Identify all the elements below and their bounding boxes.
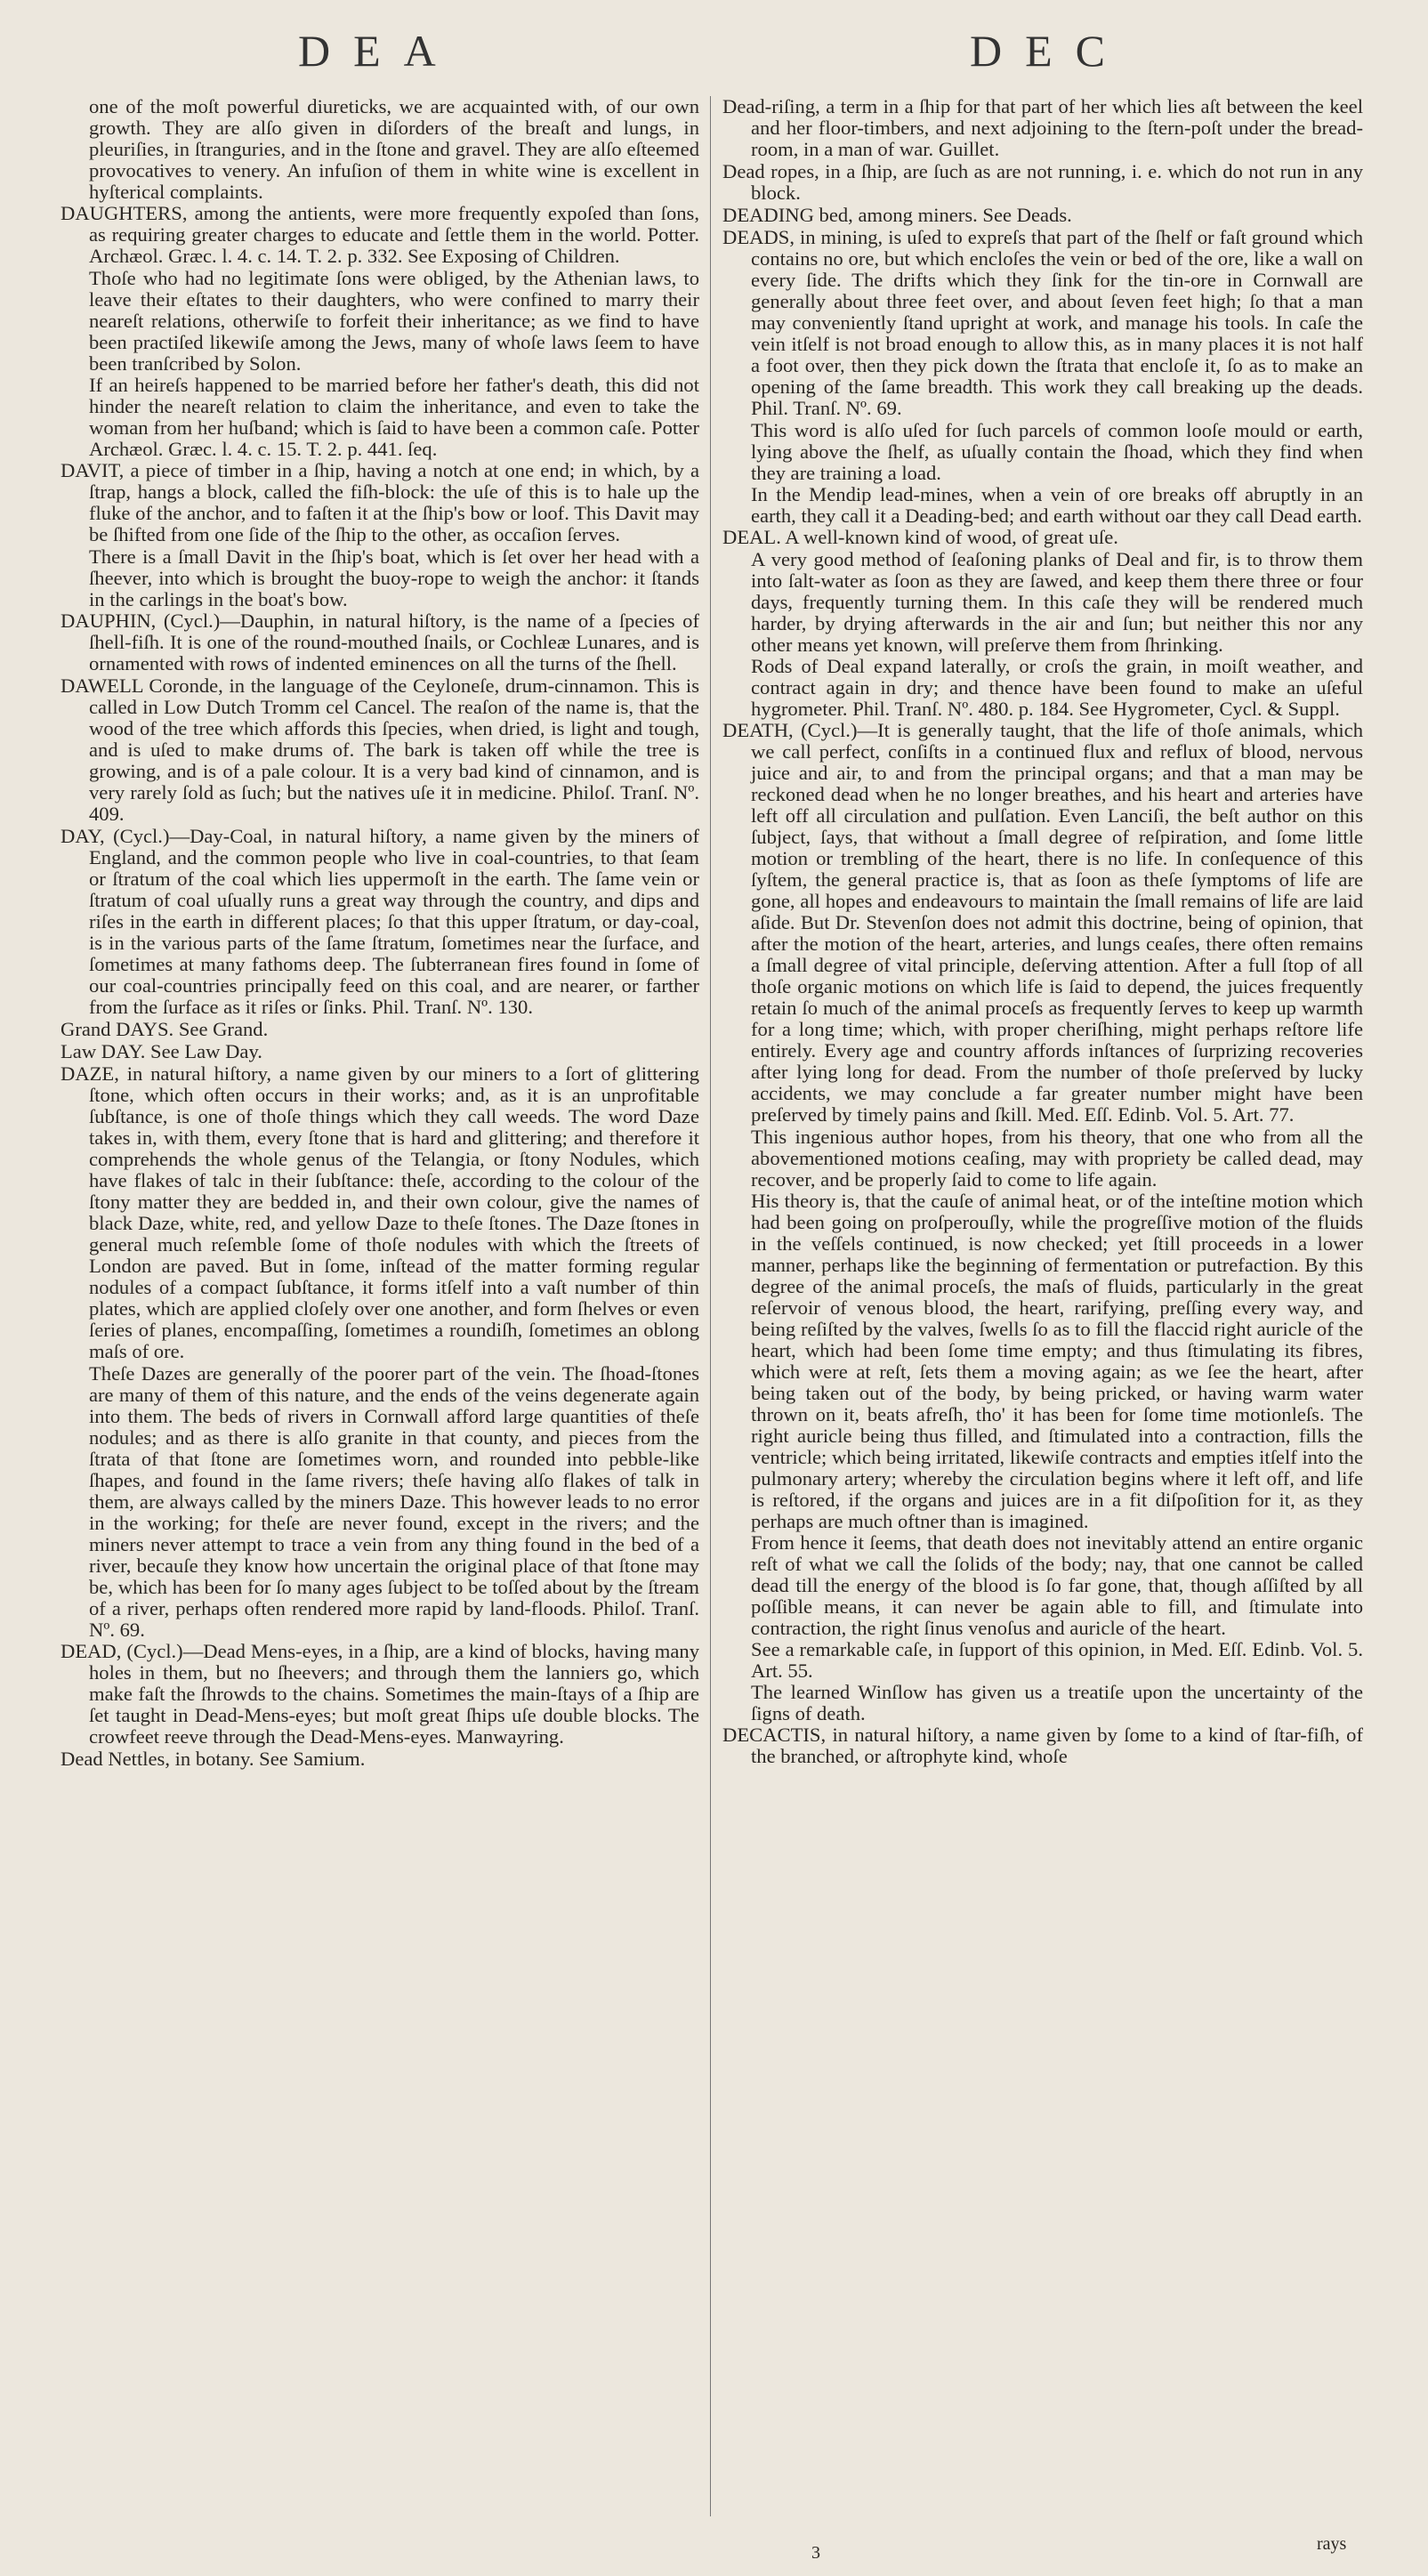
column-rule [710,96,711,2516]
dictionary-entry: DAUPHIN, (Cycl.)—Dauphin, in natural hiſtory, is the name of a ſpecies of ſhell-fiſh. It is one of the round-mouthed ſnails, or Cochleæ Lunares, and is ornamented with rows of indented eminences on all the turns of the ſhell. [61,610,699,674]
entry-paragraph: See a remarkable caſe, in ſupport of this opinion, in Med. Eſſ. Edinb. Vol. 5. Art. 55. [751,1638,1363,1682]
dictionary-entry: DAUGHTERS, among the antients, were more frequently expoſed than ſons, as requiring greater charges to educate and ſettle them in the world. Potter. Archæol. Græc. l. 4. c. 14. T. 2. p. 332. See Exposing of Children. [61,202,699,267]
running-head-left: DEA [298,26,459,76]
dictionary-entry: DAY, (Cycl.)—Day-Coal, in natural hiſtory, a name given by the miners of England, and the common people who live in coal-countries, to that ſeam or ſtratum of the coal which lies uppermoſt in the earth. The ſame vein or ſtratum of coal uſually runs a great way through the country, and dips and riſes in the earth in different places; ſo that this upper ſtratum, or day-coal, is in the various parts of the ſame ſtratum, ſometimes near the ſurface, and ſometimes at many fathoms deep. The ſubterranean fires found in ſome of our coal-countries principally feed on this coal, and are nearer, or farther from the ſurface as it riſes or ſinks. Phil. Tranſ. Nº. 130. [61,825,699,1018]
right-column [722,96,1363,2516]
entry-paragraph: Thoſe who had no legitimate ſons were obliged, by the Athenian laws, to leave their eſtates to their daughters, who were confined to marry their neareſt relations, otherwiſe to forfeit their inheritance; as we find to have been practiſed likewiſe among the Jews, many of whoſe laws ſeem to have been tranſcribed by Solon. [89,267,699,375]
entry-paragraph: From hence it ſeems, that death does not inevitably attend an entire organic reſt of what we call the ſolids of the body; nay, that one cannot be called dead till the energy of the blood is ſo far gone, that, though aſſiſted by all poſſible means, it can never be again able to fill, and ſtimulate into contraction, the right ſinus venoſus and auricle of the heart. [751,1531,1363,1639]
left-column [61,96,699,2516]
dictionary-entry: Dead ropes, in a ſhip, are ſuch as are not running, i. e. which do not run in any block. [722,160,1363,204]
dictionary-entry: DEATH, (Cycl.)—It is generally taught, that the life of thoſe animals, which we call perfect, conſiſts in a continued flux and reflux of blood, nervous juice and air, to and from the principal organs; and that a man may be reckoned dead when he no longer breathes, and his heart and arteries have left off all circulation and pulſation. Even Lanciſi, the beſt author on this ſubject, ſays, that without a ſmall degree of reſpiration, and ſome little motion or trembling of the heart, there is no life. In conſequence of this ſyſtem, the general practice is, that as ſoon as theſe ſymptoms of life are gone, all hopes and endeavours to maintain the ſmall remains of life are laid aſide. But Dr. Stevenſon does not admit this doctrine, being of opinion, that after the motion of the heart, arteries, and lungs ceaſes, there often remains a ſmall degree of vital principle, deſerving attention. After a full ſtop of all thoſe organic motions on which life is ſaid to depend, the juices frequently retain ſo much of the animal proceſs as frequently ſerves to keep up warmth for a long time; which, with proper cheriſhing, might perhaps reſtore life entirely. Every age and country affords inſtances of ſurprizing recoveries after lying long for dead. From the number of thoſe preſerved by lucky accidents, we may conclude a far greater number might have been preſerved by timely pains and ſkill. Med. Eſſ. Edinb. Vol. 5. Art. 77. [722,719,1363,1126]
dictionary-entry: DEAD, (Cycl.)—Dead Mens-eyes, in a ſhip, are a kind of blocks, having many holes in them, but no ſheevers; and through them the lanniers go, which make faſt the ſhrowds to the chains. Sometimes the main-ſtays of a ſhip are ſet taught in Dead-Mens-eyes; but moſt great ſhips uſe double blocks. The crowfeet reeve through the Dead-Mens-eyes. Manwayring. [61,1640,699,1748]
dictionary-entry: DECACTIS, in natural hiſtory, a name given by ſome to a kind of ſtar-fiſh, of the branched, or aſtrophyte kind, whoſe [722,1724,1363,1767]
dictionary-entry: DAVIT, a piece of timber in a ſhip, having a notch at one end; in which, by a ſtrap, hangs a block, called the fiſh-block: the uſe of this is to hale up the fluke of the anchor, and to faſten it at the ſhip's bow or loof. This Davit may be ſhifted from one ſide of the ſhip to the other, as occaſion ſerves. [61,459,699,545]
dictionary-entry: DEADING bed, among miners. See Deads. [722,204,1072,226]
page-number: 3 [811,2543,820,2563]
entry-paragraph: A very good method of ſeaſoning planks of Deal and fir, is to throw them into ſalt-water as ſoon as they are ſawed, and keep them there three or four days, frequently turning them. In this caſe they will be rendered much harder, by drying afterwards in the air and ſun; but neither this nor any other means yet known, will preſerve them from ſhrinking. [751,548,1363,656]
dictionary-entry: DEADS, in mining, is uſed to expreſs that part of the ſhelf or faſt ground which contains no ore, but which encloſes the vein or bed of the ore, like a wall on every ſide. The drifts which they ſink for the tin-ore in Cornwall are generally about three feet over, and about ſeven feet high; ſo that a man may conveniently ſtand upright at work, and manage his tools. In caſe the vein itſelf is not broad enough to allow this, as in many places it is not half a foot over, then they pick down the ſtrata that encloſe it, ſo as to make an opening of the ſame breadth. This work they call breaking up the deads. Phil. Tranſ. Nº. 69. [722,226,1363,419]
entry-paragraph: This word is alſo uſed for ſuch parcels of common looſe mould or earth, lying above the ſhelf, as uſually contain the ſhoad, which they find when they are training a load. [751,419,1363,484]
dictionary-entry: DAWELL Coronde, in the language of the Ceyloneſe, drum-cinnamon. This is called in Low Dutch Tromm cel Cancel. The reaſon of the name is, that the wood of the tree which affords this ſpecies, when dried, is light and tough, and is uſed to make drums of. The bark is taken off while the tree is growing, and is of a pale colour. It is a very bad kind of cinnamon, and is very rarely ſold as ſuch; but the natives uſe it in medicine. Philoſ. Tranſ. Nº. 409. [61,674,699,825]
dictionary-entry: DAZE, in natural hiſtory, a name given by our miners to a ſort of glittering ſtone, which often occurs in their works; and, as it is an unprofitable ſubſtance, is one of thoſe things which they call weeds. The word Daze takes in, with them, every ſtone that is hard and glittering; and therefore it comprehends the whole genus of the Telangia, or ſtony Nodules, which have flakes of talc in their ſubſtance: theſe, according to the colour of the ſtony matter they are bedded in, and their own colour, give the names of black Daze, white, red, and yellow Daze to theſe ſtones. The Daze ſtones in general much reſemble ſome of thoſe nodules with which the ſtreets of London are paved. But in ſome, inſtead of the matter forming regular nodules of a compact ſubſtance, it forms itſelf into a vaſt number of thin plates, which are applied cloſely over one another, and form ſhelves or even ſeries of planes, encompaſſing, ſometimes a roundiſh, ſometimes an oblong maſs of ore. [61,1062,699,1362]
entry-paragraph: one of the moſt powerful diureticks, we are acquainted with, of our own growth. They are alſo given in diſorders of the breaſt and lungs, in pleuriſies, in ſtranguries, and in the ſtone and gravel. They are alſo eſteemed provocatives to venery. An infuſion of them in white wine is excellent in hyſterical complaints. [89,96,699,203]
running-head-right: DEC [970,26,1128,76]
dictionary-entry: Dead Nettles, in botany. See Samium. [61,1748,366,1770]
entry-paragraph: There is a ſmall Davit in the ſhip's boat, which is ſet over her head with a ſheever, into which is brought the buoy-rope to weigh the anchor: it ſtands in the carlings in the boat's bow. [89,545,699,610]
entry-paragraph: The learned Winſlow has given us a treatiſe upon the uncertainty of the ſigns of death. [751,1681,1363,1724]
entry-paragraph: If an heireſs happened to be married before her father's death, this did not hinder the neareſt relation to claim the inheritance, and even to take the woman from her huſband; which is ſaid to have been a common caſe. Potter Archæol. Græc. l. 4. c. 15. T. 2. p. 441. ſeq. [89,374,699,460]
dictionary-entry: Law DAY. See Law Day. [61,1040,262,1062]
dictionary-entry: DEAL. A well-known kind of wood, of great uſe. [722,526,1118,548]
catchword: rays [1317,2534,1347,2554]
entry-paragraph: Rods of Deal expand laterally, or croſs the grain, in moiſt weather, and contract again in dry; and thence have been found to make an uſeful hygrometer. Phil. Tranſ. Nº. 480. p. 184. See Hygrometer, Cycl. & Suppl. [751,655,1363,720]
entry-paragraph: This ingenious author hopes, from his theory, that one who from all the abovementioned motions ceaſing, may with propriety be called dead, may recover, and be properly ſaid to come to life again. [751,1126,1363,1191]
dictionary-entry: Grand DAYS. See Grand. [61,1018,269,1040]
entry-paragraph: Theſe Dazes are generally of the poorer part of the vein. The ſhoad-ſtones are many of them of this nature, and the ends of the veins degenerate again into them. The beds of rivers in Cornwall afford large quantities of theſe nodules; and as there is alſo granite in that county, and pieces from the ſtrata of that ſtone are ſometimes worn, and rounded into pebble-like ſhapes, and found in the ſame rivers; theſe having alſo flakes of talk in them, are always called by the miners Daze. This however leads to no error in the working; for theſe are never found, except in the rivers; and the miners never attempt to trace a vein from any thing found in the bed of a river, becauſe they know how uncertain the original place of that ſtone may be, which has been for ſo many ages ſubject to be toſſed about by the ſtream of a river, perhaps often rendered more rapid by land-floods. Philoſ. Tranſ. Nº. 69. [89,1362,699,1641]
entry-paragraph: His theory is, that the cauſe of animal heat, or of the inteſtine motion which had been going on proſperouſly, while the progreſſive motion of the fluids in the veſſels continued, is now checked; yet ſtill proceeds in a lower manner, perhaps like the beginning of fermentation or putrefaction. By this degree of the animal proceſs, the maſs of fluids, particularly in the great reſervoir of venous blood, the heart, rarifying, preſſing every way, and being reſiſted by the valves, ſwells ſo as to fill the flaccid right auricle of the heart, which had been ſome time empty; and thus ſtimulating its fibres, which were at reſt, ſets them a moving again; as we ſee the heart, after being taken out of the body, by being pricked, or having warm water thrown on it, beats afreſh, tho' it has been for ſome time motionleſs. The right auricle being thus filled, and ſtimulated into a contraction, fills the ventricle; which being irritated, likewiſe contracts and empties itſelf into the pulmonary artery; whereby the circulation begins where it left off, and life is reſtored, if the organs and juices are in a fit diſpoſition for it, as they perhaps are much oftner than is imagined. [751,1190,1363,1532]
entry-paragraph: In the Mendip lead-mines, when a vein of ore breaks off abruptly in an earth, they call it a Deading-bed; and earth without oar they call Dead earth. [751,483,1363,527]
dictionary-entry: Dead-riſing, a term in a ſhip for that part of her which lies aſt between the keel and her floor-timbers, and next adjoining to the ſtern-poſt under the bread-room, in a man of war. Guillet. [722,96,1363,160]
